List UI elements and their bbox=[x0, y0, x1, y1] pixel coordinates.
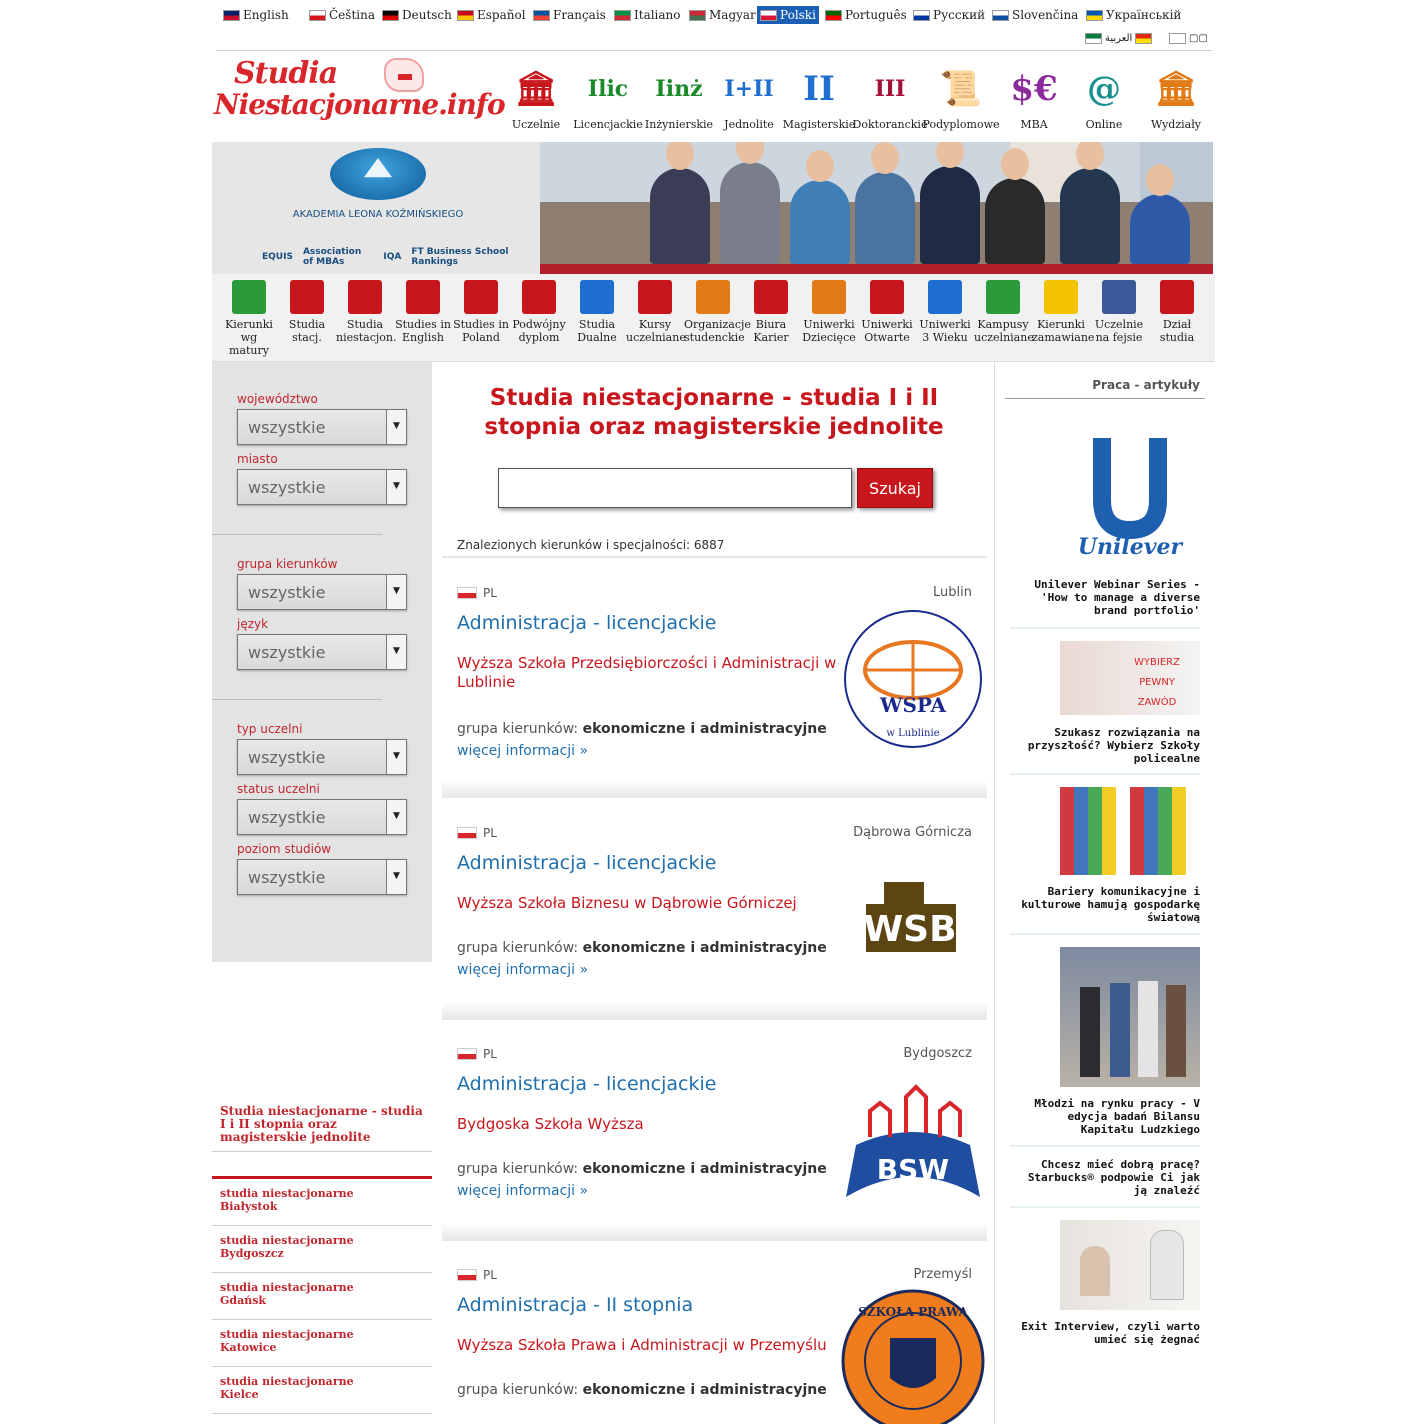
chevron-down-icon: ▼ bbox=[386, 800, 406, 834]
secnav-label: Studies in Poland bbox=[453, 318, 509, 344]
results-count: Znalezionych kierunków i specjalności: 6887 bbox=[457, 538, 725, 552]
chevron-down-icon: ▼ bbox=[386, 410, 406, 444]
filter-value: wszystkie bbox=[248, 478, 326, 497]
poland-studies-icon bbox=[464, 280, 498, 314]
program-link[interactable]: Administracja - licencjackie bbox=[457, 612, 717, 634]
secnav-item[interactable] bbox=[742, 280, 800, 344]
city-link-label: studia niestacjonarne Kielce bbox=[220, 1375, 354, 1401]
filter-select[interactable] bbox=[237, 634, 407, 670]
city-link[interactable] bbox=[212, 1367, 432, 1414]
bachelor-degree-icon: Ilic bbox=[587, 76, 629, 102]
language-label: Português bbox=[845, 8, 907, 22]
language-link[interactable] bbox=[1082, 29, 1135, 47]
result-card bbox=[442, 1031, 987, 1241]
search-input[interactable] bbox=[498, 468, 852, 508]
program-group-label: grupa kierunków: bbox=[457, 1382, 579, 1398]
svg-text:w Lublinie: w Lublinie bbox=[886, 728, 940, 739]
secnav-label: Uniwerki Dziecięce bbox=[802, 318, 856, 344]
country-tag bbox=[457, 1268, 497, 1282]
secnav-item[interactable] bbox=[1090, 280, 1148, 344]
program-group-value: ekonomiczne i administracyjne bbox=[582, 721, 827, 737]
secnav-label: Uniwerki 3 Wieku bbox=[919, 318, 971, 344]
svg-text:WSPA: WSPA bbox=[879, 693, 947, 717]
language-bar bbox=[216, 4, 1212, 46]
flag-icon bbox=[992, 10, 1009, 21]
secnav-label: Studia niestacjon. bbox=[336, 318, 397, 344]
language-link[interactable] bbox=[757, 6, 819, 24]
topnav-label: Magisterskie bbox=[782, 118, 856, 131]
flag-icon bbox=[1135, 33, 1152, 44]
topnav-item[interactable] bbox=[998, 60, 1070, 136]
result-card bbox=[442, 810, 987, 1020]
program-group-value: ekonomiczne i administracyjne bbox=[582, 1382, 827, 1398]
poland-flag-icon bbox=[457, 1269, 477, 1281]
flag-icon bbox=[382, 10, 399, 21]
language-label: Français bbox=[553, 8, 606, 22]
language-link[interactable] bbox=[822, 6, 910, 24]
site-logo[interactable] bbox=[214, 56, 505, 130]
article-title: Bariery komunikacyjne i kulturowe hamują gospodarkę światową bbox=[1021, 885, 1200, 924]
chevron-down-icon: ▼ bbox=[386, 575, 406, 609]
article-title: Unilever Webinar Series - 'How to manage a diverse brand portfolio' bbox=[1034, 578, 1200, 617]
more-info-link[interactable]: więcej informacji » bbox=[457, 962, 589, 978]
secnav-item[interactable] bbox=[278, 280, 336, 344]
topnav-item[interactable] bbox=[643, 60, 715, 136]
results-divider bbox=[442, 556, 987, 558]
page-title: Studia niestacjonarne - studia I i II stopnia oraz magisterskie jednolite bbox=[484, 385, 944, 440]
language-label: Español bbox=[477, 8, 526, 22]
secnav-item[interactable] bbox=[858, 280, 916, 344]
secnav-item[interactable] bbox=[684, 280, 751, 344]
flag-icon bbox=[614, 10, 631, 21]
filter-label: grupa kierunków bbox=[237, 557, 338, 571]
double-diploma-icon bbox=[522, 280, 556, 314]
filter-select[interactable] bbox=[237, 574, 407, 610]
filter-select[interactable] bbox=[237, 859, 407, 895]
article-divider bbox=[1010, 627, 1200, 629]
school-logo[interactable] bbox=[840, 846, 986, 992]
article-thumbnail bbox=[1060, 947, 1200, 1087]
country-code: PL bbox=[483, 826, 497, 840]
result-card bbox=[442, 570, 987, 798]
filter-label: status uczelni bbox=[237, 782, 320, 796]
filter-value: wszystkie bbox=[248, 418, 326, 437]
topnav-item[interactable] bbox=[1140, 60, 1212, 136]
article-divider bbox=[1010, 933, 1200, 935]
ordered-fields-sign-icon bbox=[1044, 280, 1078, 314]
left-links-title[interactable]: Studia niestacjonarne - studia I i II stopnia oraz magisterskie jednolite bbox=[220, 1104, 423, 1144]
language-label: Magyar bbox=[709, 8, 756, 22]
flag-icon bbox=[533, 10, 550, 21]
filter-select[interactable] bbox=[237, 409, 407, 445]
language-link[interactable] bbox=[989, 6, 1081, 24]
topnav-label: Doktoranckie bbox=[852, 118, 928, 131]
program-group bbox=[457, 1382, 827, 1398]
flag-icon bbox=[1169, 33, 1186, 44]
topnav-item[interactable] bbox=[500, 60, 572, 136]
city-label: Dąbrowa Górnicza bbox=[853, 825, 972, 840]
city-link[interactable] bbox=[212, 1226, 432, 1273]
language-label: العربية bbox=[1105, 32, 1133, 44]
article-title: Exit Interview, czyli warto umieć się żegnać bbox=[1021, 1320, 1200, 1346]
poland-map-icon bbox=[384, 58, 424, 92]
secnav-item[interactable] bbox=[452, 280, 510, 344]
mba-money-hand-icon: $€ bbox=[1010, 69, 1058, 109]
article-divider bbox=[1010, 773, 1200, 775]
program-group bbox=[457, 940, 827, 956]
at-sign-icon: @ bbox=[1087, 69, 1121, 109]
secnav-label: Podwójny dyplom bbox=[512, 318, 566, 344]
matura-icon bbox=[232, 280, 266, 314]
school-logo[interactable] bbox=[840, 1067, 986, 1213]
filter-label: województwo bbox=[237, 392, 318, 406]
chevron-down-icon: ▼ bbox=[386, 860, 406, 894]
flag-icon bbox=[913, 10, 930, 21]
topnav-item[interactable] bbox=[783, 60, 855, 136]
language-link[interactable] bbox=[530, 6, 609, 24]
filter-select[interactable] bbox=[237, 799, 407, 835]
article-thumbnail bbox=[1060, 787, 1200, 875]
more-info-link[interactable]: więcej informacji » bbox=[457, 1183, 589, 1199]
secnav-label: Kursy uczelniane bbox=[626, 318, 686, 344]
topnav-item[interactable] bbox=[572, 60, 644, 136]
language-label: Italiano bbox=[634, 8, 681, 22]
secnav-label: Studies in English bbox=[395, 318, 451, 344]
poland-flag-icon bbox=[457, 827, 477, 839]
svg-text:SZKOŁA PRAWA: SZKOŁA PRAWA bbox=[858, 1305, 968, 1319]
articles-heading: Praca - artykuły bbox=[1092, 378, 1200, 392]
secnav-item[interactable] bbox=[510, 280, 568, 344]
chevron-down-icon: ▼ bbox=[386, 470, 406, 504]
poland-flag-icon bbox=[457, 1048, 477, 1060]
chevron-down-icon: ▼ bbox=[386, 635, 406, 669]
secnav-item[interactable] bbox=[394, 280, 452, 344]
city-label: Przemyśl bbox=[913, 1267, 972, 1282]
students-photo-banner[interactable] bbox=[540, 142, 1213, 274]
school-logo[interactable] bbox=[840, 606, 986, 752]
accreditation-badges bbox=[262, 246, 512, 268]
flag-icon bbox=[825, 10, 842, 21]
city-link-label: studia niestacjonarne Gdańsk bbox=[220, 1281, 354, 1307]
language-label: Українській bbox=[1106, 8, 1182, 22]
country-tag bbox=[457, 1047, 497, 1061]
city-link-label: studia niestacjonarne Bydgoszcz bbox=[220, 1234, 354, 1260]
university-building-icon: 🏛 bbox=[514, 69, 558, 109]
secnav-item[interactable] bbox=[626, 280, 684, 344]
topnav-item[interactable] bbox=[922, 60, 1000, 136]
article-title: Chcesz mieć dobrą pracę? Starbucks® podpowie Ci jak ją znaleźć bbox=[1027, 1158, 1200, 1197]
language-link[interactable] bbox=[611, 6, 684, 24]
country-tag bbox=[457, 586, 497, 600]
secnav-label: Kierunki wg matury bbox=[225, 318, 273, 357]
program-group bbox=[457, 721, 827, 737]
secnav-label: Uniwerki Otwarte bbox=[861, 318, 913, 344]
article-divider bbox=[1010, 1206, 1200, 1208]
chevron-down-icon: ▼ bbox=[386, 740, 406, 774]
city-link[interactable] bbox=[212, 1273, 432, 1320]
courses-books-icon bbox=[638, 280, 672, 314]
language-label: Slovenčina bbox=[1012, 8, 1079, 22]
secnav-label: Studia stacj. bbox=[288, 318, 326, 344]
accreditation-badge: EQUIS bbox=[262, 252, 293, 262]
article-title: Młodzi na rynku pracy - V edycja badań Bilansu Kapitału Ludzkiego bbox=[1034, 1097, 1200, 1136]
country-tag bbox=[457, 826, 497, 840]
city-link[interactable] bbox=[212, 1320, 432, 1367]
school-link[interactable]: Wyższa Szkoła Prawa i Administracji w Przemyślu bbox=[457, 1336, 827, 1354]
akademia-name: AKADEMIA LEONA KOŹMIŃSKIEGO bbox=[292, 209, 464, 220]
city-link-label: studia niestacjonarne Katowice bbox=[220, 1328, 354, 1354]
program-group bbox=[457, 1161, 827, 1177]
svg-text:Unilever: Unilever bbox=[1077, 534, 1183, 560]
article-thumbnail bbox=[1060, 1220, 1200, 1310]
parttime-study-icon bbox=[348, 280, 382, 314]
card-divider bbox=[442, 1223, 987, 1241]
header-divider bbox=[216, 50, 1212, 51]
language-link[interactable] bbox=[1166, 29, 1211, 47]
postgraduate-certificate-icon: 📜 bbox=[939, 69, 983, 109]
topnav-label: Jednolite bbox=[724, 118, 774, 131]
filter-label: język bbox=[237, 617, 269, 631]
secnav-item[interactable] bbox=[220, 280, 278, 357]
program-link[interactable]: Administracja - II stopnia bbox=[457, 1294, 694, 1316]
language-link[interactable] bbox=[686, 6, 759, 24]
filter-select[interactable] bbox=[237, 469, 407, 505]
filter-value: wszystkie bbox=[248, 643, 326, 662]
secnav-item[interactable] bbox=[916, 280, 974, 344]
country-code: PL bbox=[483, 1047, 497, 1061]
language-label: Deutsch bbox=[402, 8, 452, 22]
school-link[interactable]: Bydgoska Szkoła Wyższa bbox=[457, 1115, 644, 1133]
student-organizations-icon bbox=[696, 280, 730, 314]
top-navigation bbox=[500, 60, 1212, 136]
program-link[interactable]: Administracja - licencjackie bbox=[457, 1073, 717, 1095]
country-code: PL bbox=[483, 1268, 497, 1282]
flag-icon bbox=[1086, 10, 1103, 21]
secnav-item[interactable] bbox=[336, 280, 397, 344]
accreditation-badge: Association of MBAs bbox=[302, 247, 362, 267]
program-group-label: grupa kierunków: bbox=[457, 721, 579, 737]
result-card bbox=[442, 1252, 987, 1424]
city-link-label: studia niestacjonarne Białystok bbox=[220, 1187, 354, 1213]
uniform-master-icon: I+II bbox=[724, 76, 774, 102]
filter-value: wszystkie bbox=[248, 868, 326, 887]
flag-icon bbox=[309, 10, 326, 21]
article-thumbnail bbox=[1060, 430, 1200, 560]
language-link[interactable] bbox=[306, 6, 378, 24]
secnav-item[interactable] bbox=[1148, 280, 1206, 344]
country-code: PL bbox=[483, 586, 497, 600]
doctoral-degree-icon: III bbox=[874, 76, 906, 102]
flag-icon bbox=[760, 10, 777, 21]
filter-divider bbox=[212, 534, 382, 535]
language-link[interactable] bbox=[910, 6, 988, 24]
filter-value: wszystkie bbox=[248, 808, 326, 827]
filter-sidebar bbox=[212, 362, 432, 962]
filter-divider bbox=[212, 699, 382, 700]
secnav-label: Kierunki zamawiane bbox=[1032, 318, 1095, 344]
master-degree-icon: II bbox=[803, 69, 835, 109]
campus-icon bbox=[986, 280, 1020, 314]
language-link[interactable] bbox=[1083, 6, 1184, 24]
children-university-icon bbox=[812, 280, 846, 314]
school-logo[interactable] bbox=[840, 1288, 986, 1424]
accreditation-badge: IQA bbox=[383, 252, 402, 262]
program-group-value: ekonomiczne i administracyjne bbox=[582, 1161, 827, 1177]
flag-icon bbox=[223, 10, 240, 21]
secnav-label: Studia Dualne bbox=[577, 318, 617, 344]
program-group-value: ekonomiczne i administracyjne bbox=[582, 940, 827, 956]
secnav-label: Dział studia bbox=[1159, 318, 1195, 344]
topnav-item[interactable] bbox=[713, 60, 785, 136]
logo-line-2: Niestacjonarne.info bbox=[214, 88, 505, 121]
article-divider bbox=[1010, 1145, 1200, 1147]
secnav-label: Biura Karier bbox=[753, 318, 789, 344]
school-link[interactable]: Wyższa Szkoła Przedsiębiorczości i Administracji w Lublinie bbox=[457, 654, 837, 691]
school-link[interactable]: Wyższa Szkoła Biznesu w Dąbrowie Górniczej bbox=[457, 894, 797, 912]
flag-icon bbox=[457, 10, 474, 21]
akademia-banner[interactable] bbox=[212, 142, 540, 274]
accreditation-badge: FT Business School Rankings bbox=[411, 247, 509, 267]
filter-value: wszystkie bbox=[248, 748, 326, 767]
right-column-border bbox=[994, 362, 995, 1424]
poland-flag-icon bbox=[457, 587, 477, 599]
filter-value: wszystkie bbox=[248, 583, 326, 602]
filter-label: miasto bbox=[237, 452, 278, 466]
program-group-label: grupa kierunków: bbox=[457, 1161, 579, 1177]
topnav-label: Inżynierskie bbox=[644, 118, 714, 131]
language-label: English bbox=[243, 8, 289, 22]
article-thumbnail: WYBIERZ PEWNY ZAWÓD bbox=[1060, 641, 1200, 715]
fulltime-study-icon bbox=[290, 280, 324, 314]
secnav-item[interactable] bbox=[800, 280, 858, 344]
secnav-item[interactable] bbox=[1032, 280, 1095, 344]
faculty-building-icon: 🏛 bbox=[1154, 69, 1198, 109]
topnav-label: Licencjackie bbox=[573, 118, 643, 131]
language-link[interactable] bbox=[379, 6, 455, 24]
open-university-icon bbox=[870, 280, 904, 314]
ship-logo-icon bbox=[330, 148, 426, 200]
city-label: Bydgoszcz bbox=[903, 1046, 972, 1061]
topnav-label: Wydziały bbox=[1151, 118, 1201, 131]
card-divider bbox=[442, 1002, 987, 1020]
articles-heading-rule bbox=[1005, 398, 1205, 399]
topnav-label: Podyplomowe bbox=[922, 118, 1000, 131]
facebook-icon bbox=[1102, 280, 1136, 314]
secnav-label: Uczelnie na fejsie bbox=[1094, 318, 1144, 344]
divider bbox=[212, 1151, 432, 1152]
flag-icon bbox=[1085, 33, 1102, 44]
svg-text:WSB: WSB bbox=[863, 909, 957, 950]
city-label: Lublin bbox=[933, 585, 972, 600]
secnav-label: Organizacje studenckie bbox=[684, 318, 751, 344]
english-studies-icon bbox=[406, 280, 440, 314]
language-link[interactable] bbox=[454, 6, 529, 24]
card-divider bbox=[442, 780, 987, 798]
filter-select[interactable] bbox=[237, 739, 407, 775]
engineer-degree-icon: Iinż bbox=[655, 76, 703, 102]
language-label: ▢▢ bbox=[1189, 32, 1208, 44]
career-office-icon bbox=[754, 280, 788, 314]
topnav-item[interactable] bbox=[854, 60, 926, 136]
language-link[interactable] bbox=[1132, 29, 1158, 47]
search-button[interactable]: Szukaj bbox=[857, 468, 933, 508]
dual-studies-icon bbox=[580, 280, 614, 314]
more-info-link[interactable]: więcej informacji » bbox=[457, 743, 589, 759]
topnav-label: MBA bbox=[1020, 118, 1048, 131]
city-link[interactable] bbox=[212, 1179, 432, 1226]
filter-label: poziom studiów bbox=[237, 842, 332, 856]
language-label: Русский bbox=[933, 8, 986, 22]
topnav-label: Online bbox=[1085, 118, 1123, 131]
secnav-label: Kampusy uczelniane bbox=[974, 318, 1034, 344]
language-label: Čeština bbox=[329, 8, 375, 22]
program-link[interactable]: Administracja - licencjackie bbox=[457, 852, 717, 874]
banner-red-strip bbox=[540, 264, 1213, 274]
svg-text:BSW: BSW bbox=[876, 1153, 950, 1186]
topnav-item[interactable] bbox=[1068, 60, 1140, 136]
topnav-label: Uczelnie bbox=[511, 118, 561, 131]
language-link[interactable] bbox=[220, 6, 292, 24]
secnav-item[interactable] bbox=[974, 280, 1032, 344]
utw-icon bbox=[928, 280, 962, 314]
secondary-navigation bbox=[212, 274, 1215, 362]
filter-label: typ uczelni bbox=[237, 722, 303, 736]
logo-line-1: Studia bbox=[234, 56, 338, 91]
secnav-item[interactable] bbox=[568, 280, 626, 344]
language-label: Polski bbox=[780, 8, 816, 22]
study-section-cap-icon bbox=[1160, 280, 1194, 314]
article-title: Szukasz rozwiązania na przyszłość? Wybierz Szkoły policealne bbox=[1027, 726, 1200, 765]
flag-icon bbox=[689, 10, 706, 21]
program-group-label: grupa kierunków: bbox=[457, 940, 579, 956]
